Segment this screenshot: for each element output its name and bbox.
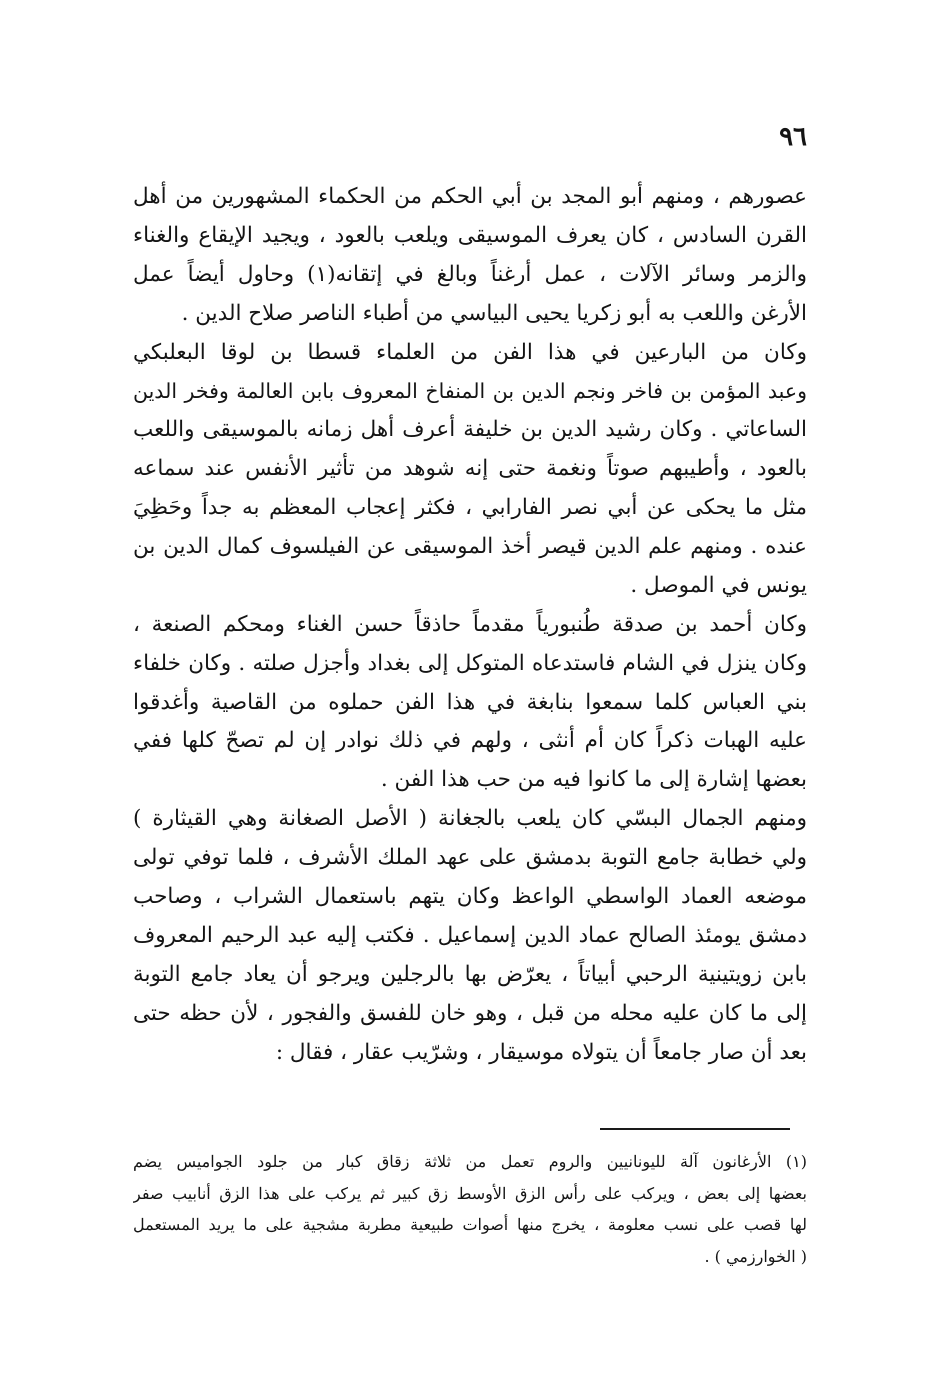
text-line: ومنهم الجمال البسّي كان يلعب بالجغانة ( الأصل الصغانة وهي القيثارة ) [133, 806, 807, 832]
text-line: وكان أحمد بن صدقة طُنبورياً مقدماً حاذقاً حسن الغناء ومحكم الصنعة ، [133, 611, 807, 637]
text-line: ولي خطابة جامع التوبة بدمشق على عهد الملك الأشرف ، فلما توفي تولى [133, 845, 807, 871]
footnote-line: لها قصب على نسب معلومة ، يخرج منها أصوات طبيعية مطربة مشجية على ما يريد المستعمل [133, 1215, 807, 1234]
text-line: عصورهم ، ومنهم أبو المجد بن أبي الحكم من الحكماء المشهورين من أهل [133, 184, 807, 209]
text-line: وعبد المؤمن بن فاخر ونجم الدين بن المنفاخ المعروف بابن العالمة وفخر الدين [133, 379, 807, 404]
text-line: إلى ما كان عليه محله من قبل ، وهو خان للفسق والفجور ، لأن حظه حتى [133, 1000, 807, 1026]
text-line: وكان ينزل في الشام فاستدعاه المتوكل إلى بغداد وأجزل صلته . وكان خلفاء [133, 650, 807, 676]
text-line: بابن زويتينية الرحبي أبياتاً ، يعرّض بها بالرجلين ويرجو أن يعاد جامع التوبة [133, 961, 807, 987]
text-line: القرن السادس ، كان يعرف الموسيقى ويلعب بالعود ، ويجيد الإيقاع والغناء [133, 222, 807, 248]
footnote-line: (١) الأرغانون آلة لليونانيين والروم تعمل من ثلاثة زقاق كبار من جلود الجواميس يضم [133, 1152, 807, 1171]
text-line: بعد أن صار جامعاً أن يتولاه موسيقار ، وشرّيب عقار ، فقال : [275, 1039, 807, 1065]
text-line: دمشق يومئذ الصالح عماد الدين إسماعيل . فكتب إليه عبد الرحيم المعروف [133, 922, 807, 948]
text-line: موضعه العماد الواسطي الواعظ وكان يتهم باستعمال الشراب ، وصاحب [133, 884, 807, 910]
footnote-line: بعضها إلى بعض ، ويركب على رأس الزق الأوسط زق كبير ثم يركب على هذا الزق أنابيب صفر [133, 1183, 807, 1203]
text-line: مثل ما يحكى عن أبي نصر الفارابي ، فكثر إعجاب المعظم به جداً وحَظِيَ [133, 495, 807, 521]
text-line: الساعاتي . وكان رشيد الدين بن خليفة أعرف أهل زمانه بالموسيقى واللعب [133, 417, 807, 443]
text-line: بعضها إشارة إلى ما كانوا فيه من حب هذا الفن . [380, 767, 807, 793]
text-line: والزمر وسائر الآلات ، عمل أرغناً وبالغ في إتقانه(١) وحاول أيضاً عمل [133, 261, 807, 287]
text-line: بالعود ، وأطيبهم صوتاً ونغمة حتى إنه شوهد من تأثير الأنفس عند سماعه [133, 456, 807, 482]
text-line: بني العباس كلما سمعوا بنابغة في هذا الفن حملوه من القاصية وأغدقوا [133, 689, 807, 715]
text-line: الأرغن واللعب به أبو زكريا يحيى البياسي من أطباء الناصر صلاح الدين . [181, 300, 807, 326]
text-line: وكان من البارعين في هذا الفن من العلماء قسطا بن لوقا البعلبكي [133, 339, 807, 365]
body-text [133, 178, 807, 1072]
footnote-line: ( الخوارزمي ) . [704, 1246, 807, 1266]
page-number: ٩٦ [779, 122, 807, 152]
text-line: عليه الهبات ذكراً كان أم أنثى ، ولهم في ذلك نوادر إن لم تصحّ كلها ففي [133, 728, 807, 754]
text-line: يونس في الموصل . [630, 572, 807, 598]
footnote [133, 1146, 807, 1272]
footnote-divider [600, 1128, 790, 1130]
text-line: عنده . ومنهم علم الدين قيصر أخذ الموسيقى عن الفيلسوف كمال الدين بن [133, 534, 807, 560]
